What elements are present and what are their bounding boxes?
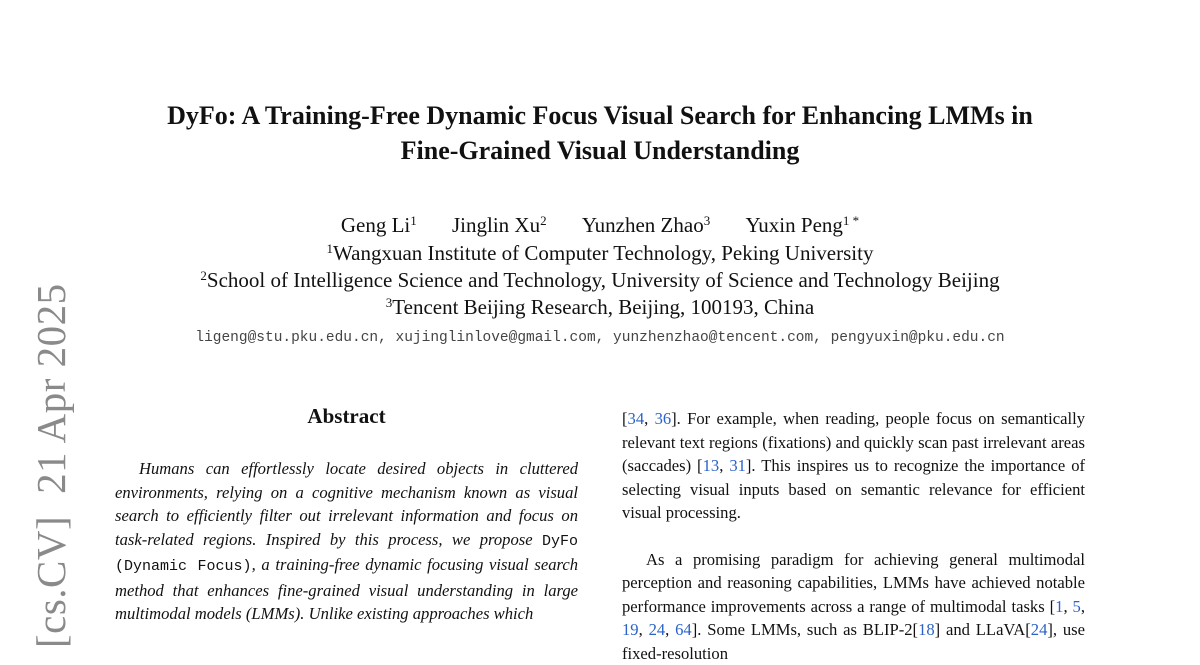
abstract-paragraph <box>115 457 578 626</box>
body-text: , <box>644 409 654 428</box>
citation-link[interactable]: 24 <box>1031 620 1048 639</box>
author-emails: ligeng@stu.pku.edu.cn, xujinglinlove@gmail.com, yunzhenzhao@tencent.com, pengyuxin@pku.edu.cn <box>100 330 1100 346</box>
body-text: ] and LLaVA[ <box>935 620 1031 639</box>
affiliation-1 <box>100 240 1100 267</box>
arxiv-date: 21 Apr 2025 <box>28 283 74 494</box>
abstract-text: Humans can effortlessly locate desired objects in cluttered environments, relying on a cognitive mechanism known as visual search to efficiently filter out irrelevant information and focus on task-related regions. Inspired by this process, we propose <box>115 459 578 549</box>
intro-paragraph-2 <box>622 548 1085 665</box>
affil-text: Tencent Beijing Research, Beijing, 100193, China <box>392 295 814 319</box>
author <box>582 212 710 239</box>
intro-column <box>622 407 1085 665</box>
citation-link[interactable]: 18 <box>918 620 935 639</box>
affil-mark: 2 <box>200 268 207 283</box>
affil-mark: 3 <box>386 295 393 310</box>
affiliation-3 <box>100 294 1100 321</box>
affiliation-2 <box>100 267 1100 294</box>
title-line-2: Fine-Grained Visual Understanding <box>100 133 1100 168</box>
citation-link[interactable]: 36 <box>655 409 672 428</box>
body-text: , <box>639 620 649 639</box>
method-name-code: DyFo (Dynamic Focus) <box>115 533 578 576</box>
author-name: Yunzhen Zhao <box>582 213 704 237</box>
author-affil-mark: 3 <box>704 213 711 228</box>
citation-link[interactable]: 64 <box>675 620 692 639</box>
author-affil-mark: 1 <box>410 213 417 228</box>
author-affil-mark: 1 * <box>843 213 859 228</box>
body-text: ]. This inspires us to recognize the importance of selecting visual inputs based on semantic relevance for efficient visual processing. <box>622 456 1085 522</box>
abstract-heading: Abstract <box>115 404 578 429</box>
affil-mark: 1 <box>327 241 334 256</box>
author-name: Geng Li <box>341 213 410 237</box>
citation-link[interactable]: 31 <box>729 456 746 475</box>
affil-text: Wangxuan Institute of Computer Technology, Peking University <box>333 241 873 265</box>
arxiv-side-stamp <box>27 283 75 648</box>
body-text: ], use fixed-resolution <box>622 620 1085 663</box>
body-text: , <box>1081 597 1085 616</box>
citation-link[interactable]: 19 <box>622 620 639 639</box>
abstract-text: , a training-free dynamic focusing visual search method that enhances fine-grained visual understanding in large multimodal models (LMMs). Unlike existing approaches which <box>115 555 578 623</box>
author <box>745 212 859 239</box>
author <box>452 212 547 239</box>
body-text: ]. For example, when reading, people focus on semantically relevant text regions (fixations) and quickly scan past irrelevant areas (saccades) [ <box>622 409 1085 475</box>
title-line-1: DyFo: A Training-Free Dynamic Focus Visual Search for Enhancing LMMs in <box>100 98 1100 133</box>
affil-text: School of Intelligence Science and Technology, University of Science and Technology Beijing <box>207 268 1000 292</box>
body-text: ]. Some LMMs, such as BLIP-2[ <box>692 620 918 639</box>
body-text: , <box>1063 597 1072 616</box>
paper-title <box>100 98 1100 168</box>
body-text: As a promising paradigm for achieving general multimodal perception and reasoning capabilities, LMMs have achieved notable performance improvements across a range of multimodal tasks [ <box>622 550 1085 616</box>
author-affil-mark: 2 <box>540 213 547 228</box>
author <box>341 212 417 239</box>
citation-link[interactable]: 24 <box>649 620 666 639</box>
citation-link[interactable]: 5 <box>1073 597 1081 616</box>
body-text: , <box>665 620 675 639</box>
body-text: [ <box>622 409 628 428</box>
abstract-body <box>115 457 578 626</box>
citation-link[interactable]: 1 <box>1055 597 1063 616</box>
author-name: Yuxin Peng <box>745 213 842 237</box>
author-name: Jinglin Xu <box>452 213 540 237</box>
author-list <box>100 212 1100 239</box>
intro-paragraph-1 <box>622 407 1085 525</box>
body-text: , <box>719 456 729 475</box>
arxiv-category: [cs.CV] <box>28 516 74 648</box>
citation-link[interactable]: 34 <box>628 409 645 428</box>
citation-link[interactable]: 13 <box>703 456 720 475</box>
